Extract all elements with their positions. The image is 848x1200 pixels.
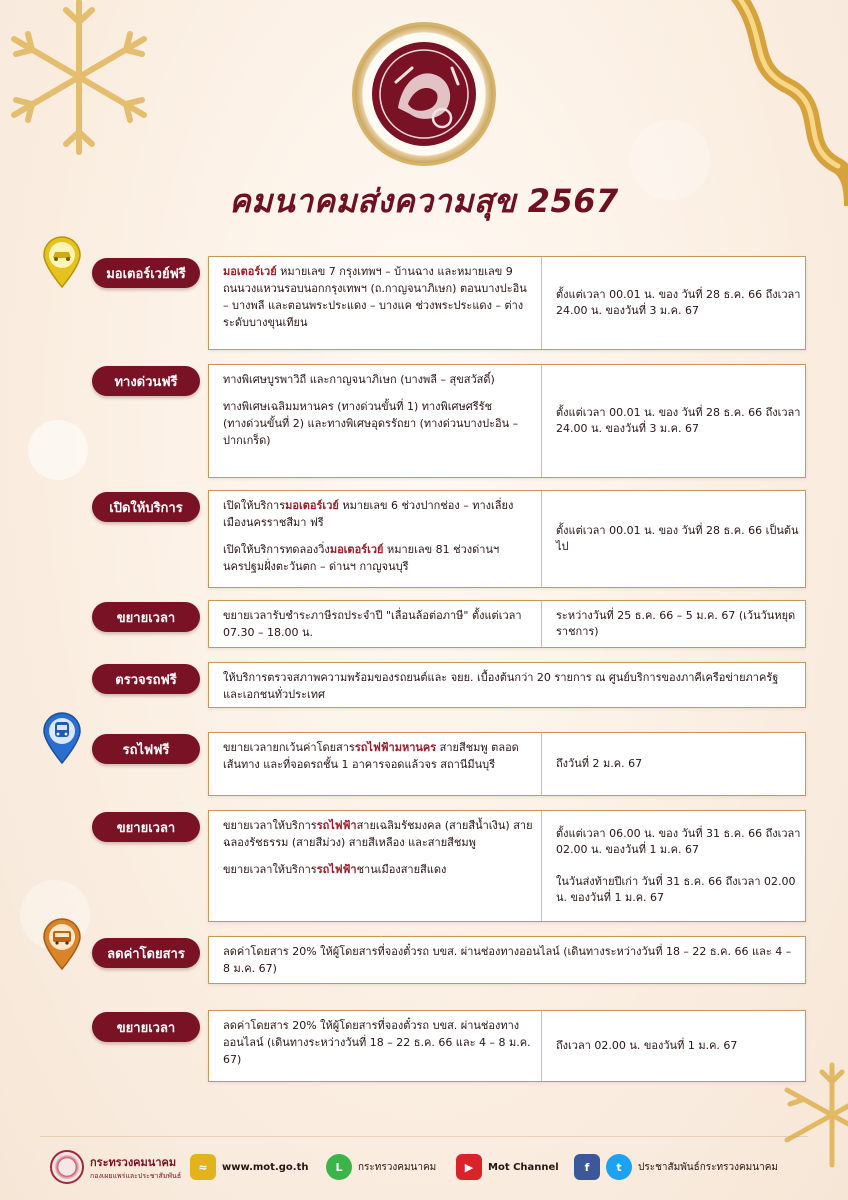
- line-account[interactable]: กระทรวงคมนาคม: [358, 1161, 437, 1173]
- period-text: ตั้งแต่เวลา 00.01 น. ของ วันที่ 28 ธ.ค. 66 ถึงเวลา 24.00 น. ของวันที่ 3 ม.ค. 67: [556, 406, 801, 435]
- detail-text: ทางพิเศษเฉลิมมหานคร (ทางด่วนขั้นที่ 1) ทางพิเศษศรีรัช (ทางด่วนขั้นที่ 2) และทางพิเศษอุดรรัถยา (ทางด่วนบางปะอิน – ปากเกร็ด): [223, 400, 519, 447]
- twitter-icon: t: [606, 1154, 632, 1180]
- web-icon: ≈: [190, 1154, 216, 1180]
- footer-youtube[interactable]: [456, 1150, 559, 1184]
- detail-text: [223, 861, 535, 878]
- section-period: [541, 257, 803, 349]
- detail-text: ให้บริการตรวจสภาพความพร้อมของรถยนต์และ จยย. เบื้องต้นกว่า 20 รายการ ณ ศูนย์บริการของภาคีเครือข่ายภาครัฐและเอกชนทั่วประเทศ: [223, 671, 779, 701]
- youtube-icon: ▶: [456, 1154, 482, 1180]
- section-details: [223, 739, 535, 773]
- social-account[interactable]: ประชาสัมพันธ์กระทรวงคมนาคม: [638, 1161, 778, 1173]
- line-icon: L: [326, 1154, 352, 1180]
- period-text: ระหว่างวันที่ 25 ธ.ค. 66 – 5 ม.ค. 67 (เว้นวันหยุดราชการ): [556, 609, 796, 638]
- footer-line[interactable]: [326, 1150, 436, 1184]
- section-period: [541, 365, 803, 477]
- page-title: คมนาคมส่งความสุข 2567: [229, 182, 619, 220]
- highlight-text: มอเตอร์เวย์: [285, 499, 339, 512]
- ministry-subname: กองเผยแพร่และประชาสัมพันธ์: [90, 1171, 182, 1180]
- website-link[interactable]: www.mot.go.th: [222, 1161, 309, 1173]
- detail-prefix: เปิดให้บริการ: [223, 499, 286, 512]
- period-text: ตั้งแต่เวลา 06.00 น. ของ วันที่ 31 ธ.ค. 66 ถึงเวลา 02.00 น. ของวันที่ 1 ม.ค. 67: [556, 827, 801, 856]
- detail-body: หมายเลข 81 ช่วงด่านฯ นครปฐมฝั่งตะวันตก – ด่านฯ กาญจนบุรี: [223, 543, 500, 573]
- facebook-icon: f: [574, 1154, 600, 1180]
- ministry-seal-logo: [352, 22, 496, 166]
- section-period: [541, 601, 803, 647]
- section-label-open-service: เปิดให้บริการ: [92, 492, 200, 522]
- section-box-car-check: [208, 662, 806, 708]
- section-details: [223, 263, 535, 331]
- detail-body: หมายเลข 6 ช่วงปากช่อง – ทางเลี่ยงเมืองนครราชสีมา ฟรี: [223, 499, 514, 529]
- section-period: [541, 733, 803, 795]
- section-box-extend-train: [208, 810, 806, 922]
- period-text: ตั้งแต่เวลา 00.01 น. ของ วันที่ 28 ธ.ค. 66 ถึงเวลา 24.00 น. ของวันที่ 3 ม.ค. 67: [556, 288, 801, 317]
- detail-prefix: เปิดให้บริการทดลองวิ่ง: [223, 543, 330, 556]
- bus-icon: [42, 918, 82, 970]
- period-text: ตั้งแต่เวลา 00.01 น. ของ วันที่ 28 ธ.ค. 66 เป็นต้นไป: [556, 524, 799, 553]
- section-period: [541, 811, 803, 921]
- highlight-text: รถไฟฟ้า: [316, 863, 357, 876]
- section-label-extend-tax: ขยายเวลา: [92, 602, 200, 632]
- train-icon: [42, 712, 82, 764]
- ministry-seal-icon: [368, 38, 480, 150]
- section-box-extend-bus: [208, 1010, 806, 1082]
- section-label-expressway: ทางด่วนฟรี: [92, 366, 200, 396]
- detail-text: [223, 541, 535, 575]
- section-label-train-free: รถไฟฟรี: [92, 734, 200, 764]
- period-text: ในวันส่งท้ายปีเก่า วันที่ 31 ธ.ค. 66 ถึงเวลา 02.00 น. ของวันที่ 1 ม.ค. 67: [556, 875, 796, 904]
- section-period: [541, 491, 803, 587]
- section-box-train-free: [208, 732, 806, 796]
- period-text: ถึงวันที่ 2 ม.ค. 67: [556, 757, 643, 770]
- section-label-motorway: มอเตอร์เวย์ฟรี: [92, 258, 200, 288]
- detail-text: ลดค่าโดยสาร 20% ให้ผู้โดยสารที่จองตั๋วรถ บขส. ผ่านช่องทางออนไลน์ (เดินทางระหว่างวันที่ 18 – 22 ธ.ค. 66 และ 4 – 8 ม.ค. 67): [223, 945, 792, 975]
- detail-prefix: ขยายเวลาให้บริการ: [223, 819, 317, 832]
- period-text: ถึงเวลา 02.00 น. ของวันที่ 1 ม.ค. 67: [556, 1039, 738, 1052]
- detail-body: สายสีชมพู ตลอดเส้นทาง และที่จอดรถชั้น 1 อาคารจอดแล้วจร สถานีมีนบุรี: [223, 741, 519, 771]
- footer-ministry: [50, 1150, 181, 1184]
- detail-text: ขยายเวลารับชำระภาษีรถประจำปี "เลื่อนล้อต่อภาษี" ตั้งแต่เวลา 07.30 – 18.00 น.: [223, 609, 522, 639]
- ministry-text: [90, 1153, 181, 1182]
- detail-text: [223, 739, 535, 773]
- highlight-text: รถไฟฟ้า: [316, 819, 357, 832]
- detail-text: [223, 263, 535, 331]
- section-details: [223, 607, 535, 641]
- detail-body: หมายเลข 7 กรุงเทพฯ – บ้านฉาง และหมายเลข 9 ถนนวงแหวนรอบนอกกรุงเทพฯ (ถ.กาญจนาภิเษก) ตอนบางปะอิน – บางพลี และตอนพระประแดง – บางแค ช่วงพระประแดง – ต่างระดับบางขุนเทียน: [223, 265, 527, 329]
- section-box-fare-discount: [208, 936, 806, 984]
- section-details: [223, 817, 535, 878]
- section-box-motorway: [208, 256, 806, 350]
- highlight-text: รถไฟฟ้ามหานคร: [354, 741, 437, 754]
- detail-prefix: ขยายเวลายกเว้นค่าโดยสาร: [223, 741, 355, 754]
- footer-social[interactable]: [574, 1150, 778, 1184]
- section-box-extend-tax: [208, 600, 806, 648]
- bokeh-decoration: [28, 420, 88, 480]
- youtube-channel[interactable]: Mot Channel: [488, 1161, 559, 1173]
- section-label-extend-bus: ขยายเวลา: [92, 1012, 200, 1042]
- detail-text: ทางพิเศษบูรพาวิถี และกาญจนาภิเษก (บางพลี – สุขสวัสดิ์): [223, 373, 495, 386]
- section-details: [223, 497, 535, 575]
- detail-body: ชานเมืองสายสีแดง: [356, 863, 447, 876]
- section-label-fare-discount: ลดค่าโดยสาร: [92, 938, 200, 968]
- detail-prefix: ขยายเวลาให้บริการ: [223, 863, 317, 876]
- car-icon: [42, 236, 82, 288]
- detail-text: ลดค่าโดยสาร 20% ให้ผู้โดยสารที่จองตั๋วรถ บขส. ผ่านช่องทางออนไลน์ (เดินทางระหว่างวันที่ 18 – 22 ธ.ค. 66 และ 4 – 8 ม.ค. 67): [223, 1019, 531, 1066]
- section-details: [223, 1017, 535, 1068]
- highlight-text: มอเตอร์เวย์: [223, 265, 277, 278]
- section-period: [541, 1011, 803, 1081]
- snowflake-decoration-icon: [0, 0, 164, 162]
- section-label-extend-train: ขยายเวลา: [92, 812, 200, 842]
- section-box-expressway: [208, 364, 806, 478]
- ministry-logo-icon: [50, 1150, 84, 1184]
- section-details: [223, 371, 535, 449]
- detail-text: [223, 817, 535, 851]
- section-box-open-service: [208, 490, 806, 588]
- detail-body: สายเฉลิมรัชมงคล (สายสีน้ำเงิน) สายฉลองรัชธรรม (สายสีม่วง) สายสีเหลือง และสายสีชมพู: [223, 819, 533, 849]
- footer-website[interactable]: [190, 1150, 308, 1184]
- footer-divider: [40, 1136, 808, 1137]
- detail-text: [223, 497, 535, 531]
- section-label-car-check: ตรวจรถฟรี: [92, 664, 200, 694]
- ministry-name: กระทรวงคมนาคม: [90, 1155, 177, 1169]
- highlight-text: มอเตอร์เวย์: [329, 543, 384, 556]
